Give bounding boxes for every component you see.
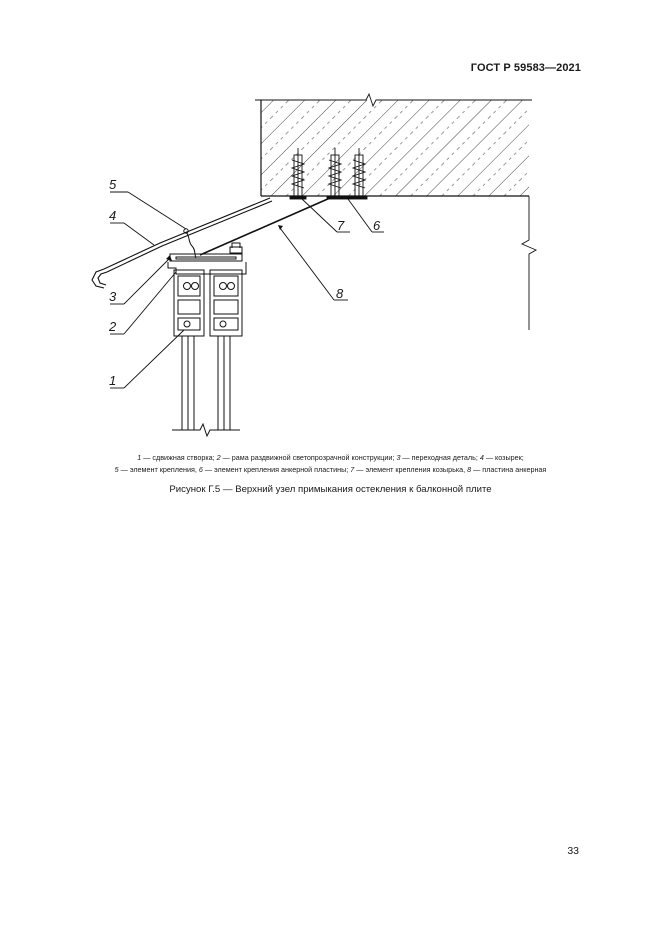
legend-text: — элемент крепления, [118,465,199,474]
legend-num: 5 [114,465,119,474]
callout-7: 7 [337,218,345,233]
legend-text: — сдвижная створка; [141,453,217,462]
legend-text: — пластина анкерная [471,465,547,474]
callout-4: 4 [109,208,117,223]
legend-num: 7 [350,465,355,474]
legend-text: — элемент крепления анкерной пластины; [202,465,351,474]
legend-num: 6 [198,465,203,474]
arrowhead-3 [166,255,172,261]
callout-5: 5 [109,177,117,192]
legend-num: 3 [396,453,401,462]
figure-caption: Рисунок Г.5 — Верхний узел примыкания остекления к балконной плите [169,484,492,495]
callout-8: 8 [336,286,344,301]
legend-text: — переходная деталь; [400,453,480,462]
window-frame [168,243,246,436]
legend-num: 2 [216,453,221,462]
page-number: 33 [567,845,579,857]
legend-text: — элемент крепления козырька, [354,465,468,474]
callout-1: 1 [109,373,117,388]
legend-num: 4 [479,453,484,462]
legend-text: — рама раздвижной светопрозрачной конструкции; [220,453,397,462]
callout-3: 3 [109,289,117,304]
arrowhead-8 [278,225,283,230]
legend-num: 8 [467,465,472,474]
callout-2: 2 [109,319,117,334]
document-code: ГОСТ Р 59583—2021 [470,62,581,74]
legend-line-1 [40,452,621,463]
legend-line-2 [40,464,621,475]
legend-text: — козырек; [483,453,524,462]
callout-6: 6 [373,218,381,233]
technical-drawing [0,0,661,460]
legend-num: 1 [137,453,142,462]
